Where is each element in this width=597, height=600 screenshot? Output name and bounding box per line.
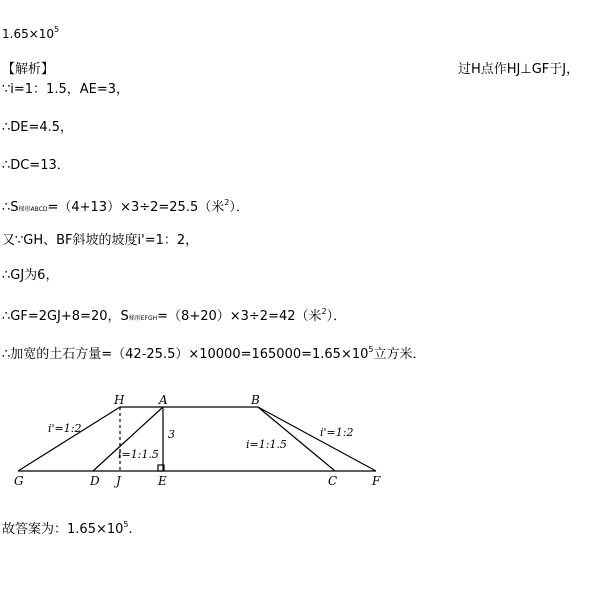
step-area-efgh-sup: 2 [321,307,327,316]
label-left-slope: i'=1:2 [48,422,82,435]
final-answer-base: 1.65×10 [67,522,124,537]
point-j: J [116,474,121,488]
final-answer-end: . [128,522,133,537]
point-h: H [114,393,125,407]
segment-ad [93,407,163,471]
step-area-abcd-s: ∴S [2,200,19,215]
label-right-slope: i'=1:2 [320,426,354,439]
final-answer-prefix: 故答案为： [2,522,68,537]
step-area-efgh-formula: =（8+20）×3÷2=42（米 [157,309,322,324]
final-answer [2,517,133,538]
step-area-efgh-end: ）． [326,309,347,324]
final-answer-exp: 5 [123,520,129,529]
step-area-abcd-sub: 梯形ABCD [18,206,48,213]
label-inner-right: i=1:1.5 [246,438,287,451]
label-height: 3 [168,428,175,441]
top-answer-exp: 5 [54,25,60,34]
segment-gh [18,407,120,471]
auxiliary-line-note: 过H点作HJ⊥GF于J， [458,62,580,77]
step-area-abcd-formula: =（4+13）×3÷2=25.5（米 [47,200,225,215]
step-de: ∴DE=4.5， [2,120,74,135]
point-a: A [159,393,168,407]
step-area-efgh-sub: 梯形EFGH [128,315,158,322]
step-gj: ∴GJ为6， [2,268,59,283]
point-e: E [158,474,167,488]
step-earthwork-sup: 5 [368,345,374,354]
step-area-abcd-end: ）． [229,200,249,215]
top-answer-base: 1.65×10 [2,27,55,41]
point-g: G [14,474,24,488]
step-earthwork-formula: ∴加宽的土石方量=（42-25.5）×10000=165000=1.65×10 [2,347,369,362]
step-slope-given: ∵i=1：1.5，AE=3， [2,82,129,97]
analysis-heading: 【解析】 [2,62,55,77]
step-area-efgh-pre: ∴GF=2GJ+8=20，S [2,309,129,324]
step-slope-gh-bf: 又∵GH、BF斜坡的坡度i'=1：2， [2,233,199,248]
step-area-abcd-sup: 2 [224,198,230,207]
point-f: F [372,474,381,488]
label-inner-left: i=1:1.5 [118,448,159,461]
step-earthwork-end: 立方米． [373,347,426,362]
point-c: C [328,474,338,488]
point-b: B [251,393,260,407]
point-d: D [90,474,100,488]
step-dc: ∴DC=13． [2,158,70,173]
